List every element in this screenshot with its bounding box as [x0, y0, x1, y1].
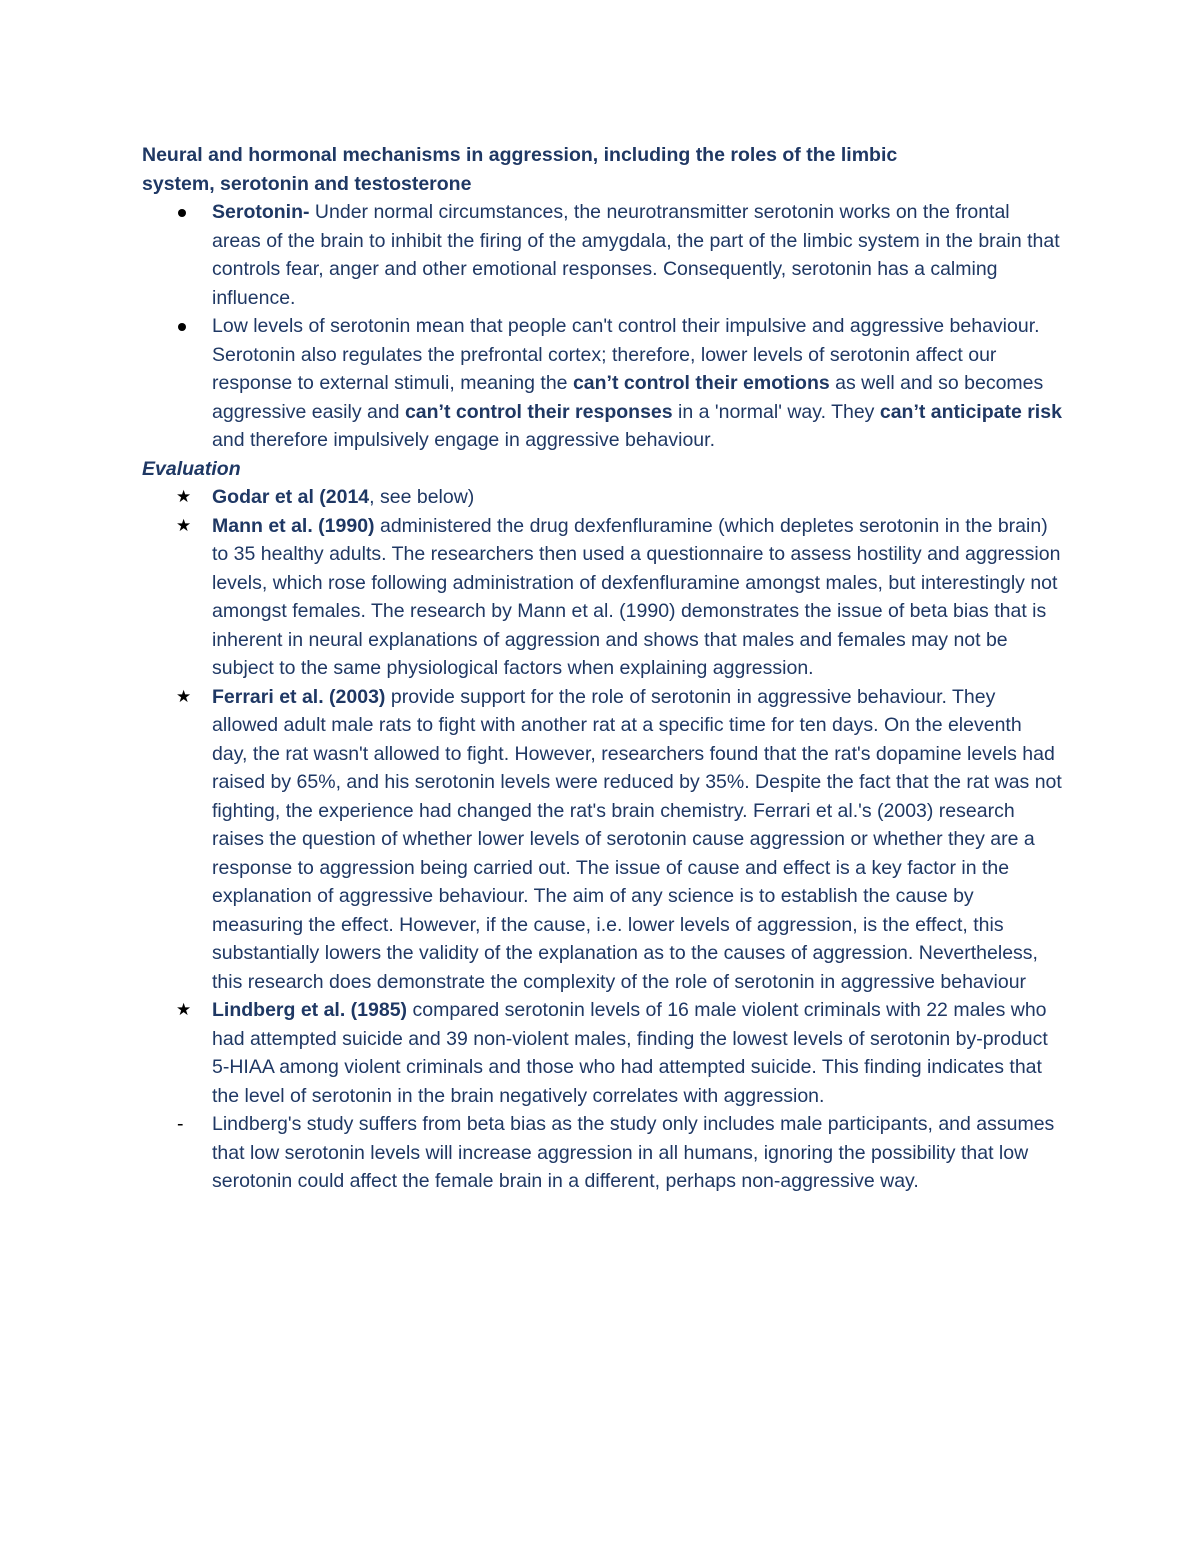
serotonin-bullet-list — [142, 198, 1062, 455]
bullet-text: and therefore impulsively engage in aggressive behaviour. — [212, 429, 715, 451]
list-item — [142, 483, 1062, 512]
star-bullet-icon: ★ — [176, 686, 192, 707]
study-citation: Lindberg et al. (1985) — [212, 999, 408, 1021]
study-citation: Mann et al. (1990) — [212, 514, 375, 537]
list-item — [142, 1110, 1062, 1196]
bullet-text: as well and so becomes aggressive easily and — [212, 372, 1044, 423]
bullet-dot-icon — [178, 323, 186, 331]
evaluation-heading: Evaluation — [142, 457, 241, 480]
evaluation-list — [142, 483, 1062, 1196]
document-page — [142, 141, 1062, 1196]
bullet-text: in a 'normal' way. They — [672, 400, 880, 423]
star-bullet-icon: ★ — [176, 1000, 192, 1020]
bullet-text: Low levels of serotonin mean that people can't control their impulsive and aggressive behaviour. Serotonin also regulates the prefrontal cortex; therefore, lower levels of serotonin affect our response to external stimuli, meaning the — [212, 315, 1040, 394]
document-title — [142, 141, 1062, 198]
bullet-dot-icon — [178, 209, 186, 217]
study-text: administered the drug dexfenfluramine (which depletes serotonin in the brain) to 35 healthy adults. The researchers then used a questionnaire to assess hostility and aggression levels, which rose following administration of dexfenfluramine amongst males, but interestingly not amongst females. The research by Mann et al. (1990) demonstrates the issue of beta bias that is inherent in neural explanations of aggression and shows that males and females may not be subject to the same physiological factors when explaining aggression. — [212, 514, 1061, 679]
study-citation: Godar et al (2014 — [212, 486, 370, 508]
study-text: Lindberg's study suffers from beta bias as the study only includes male participants, and assumes that low serotonin levels will increase aggression in all humans, ignoring the possibility that low serotonin could affect the female brain in a different, perhaps non-aggressive way. — [212, 1113, 1055, 1192]
study-text: , see below) — [369, 486, 475, 508]
star-bullet-icon: ★ — [176, 515, 192, 536]
list-item — [142, 996, 1062, 1110]
bullet-emphasis: can’t control their responses — [404, 400, 673, 423]
bullet-emphasis: can’t anticipate risk — [879, 400, 1062, 423]
bullet-text: Under normal circumstances, the neurotransmitter serotonin works on the frontal areas of the brain to inhibit the firing of the amygdala, the part of the limbic system in the brain that controls fear, anger and other emotional responses. Consequently, serotonin has a calming influence. — [212, 201, 1060, 309]
list-item — [142, 512, 1062, 683]
title-line-1: Neural and hormonal mechanisms in aggression, including the roles of the limbic — [142, 144, 898, 166]
title-line-2: system, serotonin and testosterone — [142, 172, 472, 195]
list-item — [142, 198, 1062, 312]
bullet-emphasis: can’t control their emotions — [572, 372, 830, 394]
list-item — [142, 312, 1062, 455]
dash-bullet: - — [177, 1113, 184, 1135]
list-item — [142, 683, 1062, 997]
study-citation: Ferrari et al. (2003) — [212, 685, 386, 708]
study-text: compared serotonin levels of 16 male violent criminals with 22 males who had attempted suicide and 39 non-violent males, finding the lowest levels of serotonin by-product 5-HIAA among violent criminals and those who had attempted suicide. This finding indicates that the level of serotonin in the brain negatively correlates with aggression. — [212, 999, 1048, 1107]
bullet-term: Serotonin- — [212, 201, 310, 223]
study-text: provide support for the role of serotonin in aggressive behaviour. They allowed adult male rats to fight with another rat at a specific time for ten days. On the eleventh day, the rat wasn't allowed to fight. However, researchers found that the rat's dopamine levels had raised by 65%, and his serotonin levels were reduced by 35%. Despite the fact that the rat was not fighting, the experience had changed the rat's brain chemistry. Ferrari et al.'s (2003) research raises the question of whether lower levels of serotonin cause aggression or whether they are a response to aggression being carried out. The issue of cause and effect is a key factor in the explanation of aggressive behaviour. The aim of any science is to establish the cause by measuring the effect. However, if the cause, i.e. lower levels of aggression, is the effect, this substantially lowers the validity of the explanation as to the causes of aggression. Nevertheless, this research does demonstrate the complexity of the role of serotonin in aggressive behaviour — [212, 685, 1062, 993]
star-bullet-icon: ★ — [176, 487, 192, 507]
